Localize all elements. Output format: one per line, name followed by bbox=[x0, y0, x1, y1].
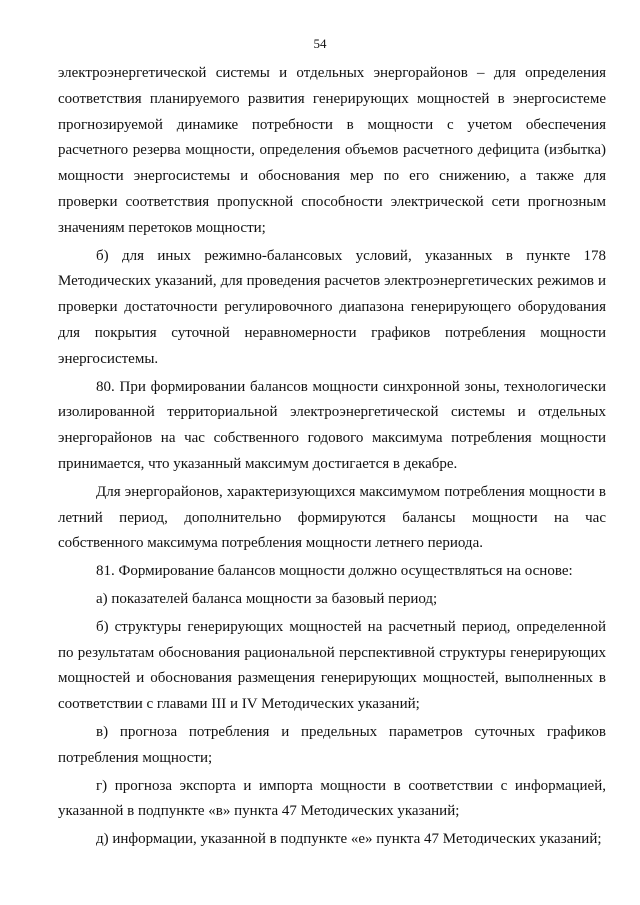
body-text bbox=[58, 61, 606, 853]
list-item-d: д) информации, указанной в подпункте «е» пункта 47 Методических указаний; bbox=[96, 831, 602, 848]
paragraph-continuation: электроэнергетической системы и отдельных энергорайонов – для определения соответствия планируемого развития генерирующих мощностей в энергосистеме прогнозируемой динамике потребности в мощности с учетом обеспечения расчетного резерва мощности, определения объемов расчетного дефицита (избытка) мощности энергосистемы и обоснования мер по его снижению, а также для проверки соответствия пропускной способности электрической сети прогнозным значениям перетоков мощности; bbox=[58, 65, 606, 236]
list-item-v: в) прогноза потребления и предельных параметров суточных графиков потребления мощности; bbox=[58, 723, 606, 766]
paragraph-summer-balance: Для энергорайонов, характеризующихся максимумом потребления мощности в летний период, дополнительно формируются балансы мощности на час собственного максимума потребления мощности летнего периода. bbox=[58, 483, 606, 552]
page-number: 54 bbox=[313, 36, 327, 51]
list-item-b: б) структуры генерирующих мощностей на расчетный период, определенной по результатам обоснования рациональной перспективной структуры генерирующих мощностей и обоснования размещения генерирующих мощностей, выполненных в соответствии с главами III и IV Методических указаний; bbox=[58, 618, 606, 713]
list-item-g: г) прогноза экспорта и импорта мощности в соответствии с информацией, указанной в подпункте «в» пункта 47 Методических указаний; bbox=[58, 777, 606, 820]
paragraph-item-b: б) для иных режимно-балансовых условий, указанных в пункте 178 Методических указаний, для проведения расчетов электроэнергетических режимов и проверки достаточности регулировочного диапазона генерирующего оборудования для покрытия суточной неравномерности графиков потребления мощности энергосистемы. bbox=[58, 247, 606, 367]
paragraph-81: 81. Формирование балансов мощности должно осуществляться на основе: bbox=[96, 563, 573, 580]
list-item-a: а) показателей баланса мощности за базовый период; bbox=[96, 590, 438, 607]
paragraph-80: 80. При формировании балансов мощности синхронной зоны, технологически изолированной территориальной электроэнергетической системы и отдельных энергорайонов на час собственного годового максимума потребления мощности принимается, что указанный максимум достигается в декабре. bbox=[58, 378, 606, 472]
